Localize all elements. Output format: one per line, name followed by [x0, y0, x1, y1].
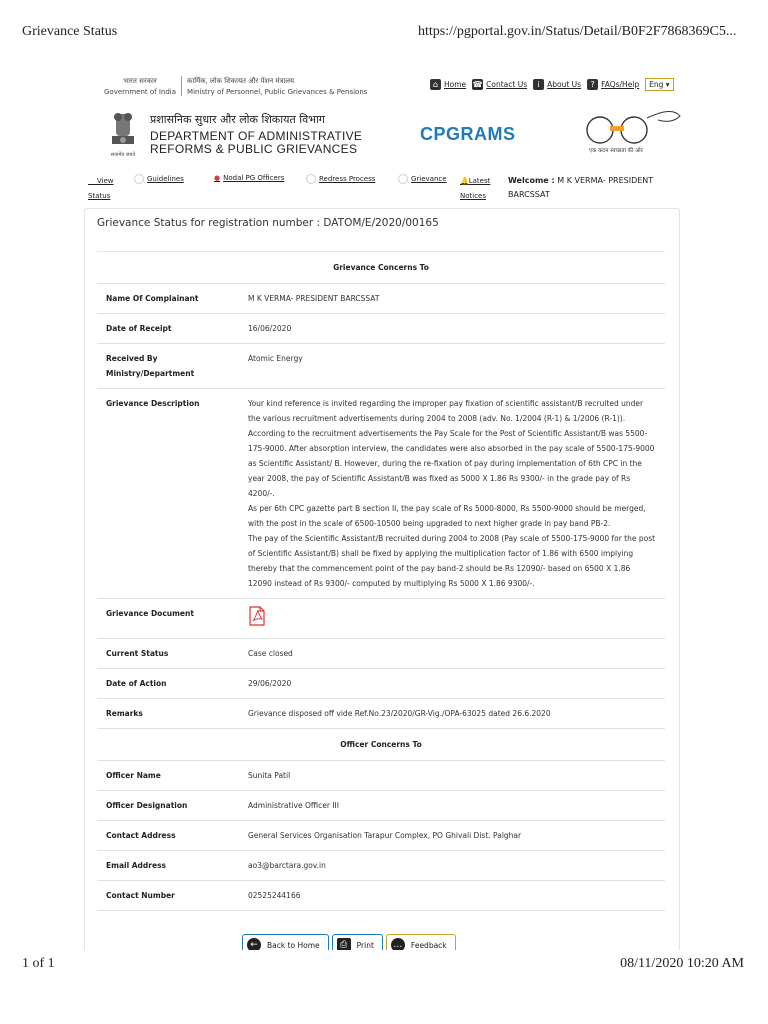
table-row: [97, 639, 665, 669]
about-link-label: About Us: [547, 80, 582, 89]
table-row: [97, 881, 665, 911]
remarks-label: Remarks: [97, 699, 239, 729]
email-label: Email Address: [97, 851, 239, 881]
document-value: [239, 599, 665, 639]
nav-view-status[interactable]: [88, 174, 114, 204]
top-links: [430, 78, 674, 91]
table-row: [97, 284, 665, 314]
officer-designation-value: Administrative Officer III: [239, 791, 665, 821]
nav-guidelines[interactable]: [134, 174, 184, 184]
language-select[interactable]: Eng ▾: [645, 78, 673, 91]
nav-grievance[interactable]: [398, 174, 447, 184]
guidelines-icon: [134, 174, 144, 184]
table-row: [97, 389, 665, 599]
description-paragraph-1: Your kind reference is invited regarding the improper pay fixation of scientific assistant/B recruited under the various recruitment advertisements during 2004 to 2008 (adv. No. 1/2004 (R-1) & 1/2006 (R-1)). According to the recruitment advertisements the Pay Scale for the Post of Scientific Assistant/B was 5500-175-9000. After absorption interview, the candidates were also absorbed in the pay scale of 5500-175-9000 as Scientific Assistant/ B. However, during the re-fixation of pay during implementation of 6th CPC in the year 2008, the pay of Scientific Assistant/B was fixed as 5000 X 1.86 Rs 9300/- in the grade pay of Rs 4200/-.: [248, 399, 655, 498]
nav-redress-process[interactable]: [306, 174, 375, 184]
nav-latest-label-1: Latest: [468, 177, 491, 185]
about-link[interactable]: [533, 79, 581, 90]
action-buttons: [242, 934, 456, 950]
swachh-caption: एक कदम स्वच्छता की ओर: [589, 148, 643, 154]
faqs-link[interactable]: [587, 79, 639, 90]
description-paragraph-3: The pay of the Scientific Assistant/B recruited during 2004 to 2008 (Pay scale of 5500-175-9000 for the post of Scientific Assistant/B) shall be fixed by applying the multiplication factor of 1.86 with 6500 implying thereby that the commencement point of the pay band-2 should be Rs 12090/- based on 6500 X 1.86 12090 instead of Rs 9300/- computed by multiplying Rs 5000 X 1.86 9300/-.: [248, 534, 656, 588]
document-label: Grievance Document: [97, 599, 239, 639]
print-header-url: https://pgportal.gov.in/Status/Detail/B0F2F7868369C5...: [418, 24, 737, 39]
pdf-document-icon[interactable]: [248, 606, 266, 626]
date-action-value: 29/06/2020: [239, 669, 665, 699]
table-row: [97, 791, 665, 821]
grievance-section-heading: Grievance Concerns To: [97, 252, 665, 284]
table-row: [97, 699, 665, 729]
table-row: [97, 761, 665, 791]
gov-hindi: भारत सरकार: [123, 77, 157, 85]
swachh-bharat-logo: [562, 108, 686, 156]
welcome-name-1: M K VERMA- PRESIDENT: [557, 176, 654, 185]
cpgrams-logo[interactable]: CPGRAMS: [420, 124, 516, 144]
nodal-icon: ●: [214, 174, 221, 182]
home-icon: ⌂: [430, 79, 441, 90]
contact-number-label: Contact Number: [97, 881, 239, 911]
department-name: [150, 130, 362, 156]
faqs-link-label: FAQs/Help: [601, 80, 640, 89]
table-row: [97, 729, 665, 761]
home-link[interactable]: [430, 79, 466, 90]
ministry-hindi: कार्मिक, लोक शिकायत और पेंशन मंत्रालय: [187, 77, 295, 85]
description-label: Grievance Description: [97, 389, 239, 599]
table-row: [97, 821, 665, 851]
printer-icon: ⎙: [337, 938, 351, 950]
national-emblem-icon: [106, 110, 140, 162]
department-line-1: DEPARTMENT OF ADMINISTRATIVE: [150, 129, 363, 143]
table-row: [97, 669, 665, 699]
department-line-2: REFORMS & PUBLIC GRIEVANCES: [150, 142, 358, 156]
help-icon: ?: [587, 79, 598, 90]
emblem-caption: सत्यमेव जयते: [110, 152, 136, 158]
table-row: [97, 599, 665, 639]
description-value: [239, 389, 665, 599]
welcome-message: [508, 174, 653, 202]
officer-name-value: Sunita Patil: [239, 761, 665, 791]
back-to-home-button[interactable]: [242, 934, 329, 950]
ministry-english: Ministry of Personnel, Public Grievances & Pensions: [187, 88, 368, 96]
email-value: ao3@barctara.gov.in: [239, 851, 665, 881]
redress-icon: [306, 174, 316, 184]
nav-view-status-label-2: Status: [88, 192, 111, 200]
nav-view-status-label-1: View: [96, 177, 114, 185]
received-by-label: Received By Ministry/Department: [97, 344, 239, 389]
gov-english: Government of India: [104, 88, 177, 96]
print-header-title: Grievance Status: [22, 24, 118, 39]
current-status-label: Current Status: [97, 639, 239, 669]
page-content: [84, 68, 686, 950]
info-icon: i: [533, 79, 544, 90]
back-to-home-label: Back to Home: [267, 940, 320, 950]
feedback-label: Feedback: [410, 940, 447, 950]
table-row: [97, 252, 665, 284]
status-table: [97, 252, 665, 911]
description-paragraph-2: As per 6th CPC gazette part B section II, the pay scale of Rs 5000-8000, Rs 5500-9000 should be merged, with the post in the scale of 6500-10500 being upgraded to next higher grade in pay band PB-2.: [248, 504, 646, 528]
current-status-value: Case closed: [239, 639, 665, 669]
nav-nodal-label: Nodal PG Officers: [223, 174, 285, 182]
nav-redress-label: Redress Process: [319, 175, 376, 183]
grievance-icon: [398, 174, 408, 184]
welcome-label: Welcome :: [508, 176, 555, 185]
receipt-date-value: 16/06/2020: [239, 314, 665, 344]
officer-designation-label: Officer Designation: [97, 791, 239, 821]
bell-icon: 🔔: [460, 177, 469, 185]
print-datetime: 08/11/2020 10:20 AM: [620, 956, 744, 971]
welcome-name-2: BARCSSAT: [508, 190, 550, 199]
status-heading: Grievance Status for registration number : DATOM/E/2020/00165: [97, 217, 439, 229]
home-link-label: Home: [444, 80, 467, 89]
print-label: Print: [356, 940, 374, 950]
nav-grievance-label: Grievance: [411, 175, 447, 183]
complainant-value: M K VERMA- PRESIDENT BARCSSAT: [239, 284, 665, 314]
receipt-date-label: Date of Receipt: [97, 314, 239, 344]
officer-section-heading: Officer Concerns To: [97, 729, 665, 761]
table-row: [97, 314, 665, 344]
date-action-label: Date of Action: [97, 669, 239, 699]
officer-name-label: Officer Name: [97, 761, 239, 791]
contact-address-label: Contact Address: [97, 821, 239, 851]
feedback-button[interactable]: [386, 934, 456, 950]
arrow-left-icon: ←: [247, 938, 261, 950]
language-value: Eng: [649, 80, 664, 89]
contact-link[interactable]: [472, 79, 527, 90]
comment-icon: …: [391, 938, 405, 950]
nav-latest-notices[interactable]: [460, 174, 490, 204]
print-page-count: 1 of 1: [22, 956, 55, 971]
nav-guidelines-label: Guidelines: [147, 175, 184, 183]
remarks-value: Grievance disposed off vide Ref.No.23/2020/GR-Vig./OPA-63025 dated 26.6.2020: [239, 699, 665, 729]
table-row: [97, 344, 665, 389]
nav-latest-label-2: Notices: [460, 192, 487, 200]
department-name-hindi: प्रशासनिक सुधार और लोक शिकायत विभाग: [150, 113, 325, 126]
gov-header: [104, 76, 367, 98]
contact-number-value: 02525244166: [239, 881, 665, 911]
contact-address-value: General Services Organisation Tarapur Complex, PO Ghivali Dist. Palghar: [239, 821, 665, 851]
nav-nodal-officers[interactable]: [214, 174, 284, 182]
phone-icon: ☎: [472, 80, 483, 89]
status-card: [84, 208, 680, 950]
table-row: [97, 851, 665, 881]
print-button[interactable]: [332, 934, 383, 950]
contact-link-label: Contact Us: [486, 80, 528, 89]
complainant-label: Name Of Complainant: [97, 284, 239, 314]
received-by-value: Atomic Energy: [239, 344, 665, 389]
